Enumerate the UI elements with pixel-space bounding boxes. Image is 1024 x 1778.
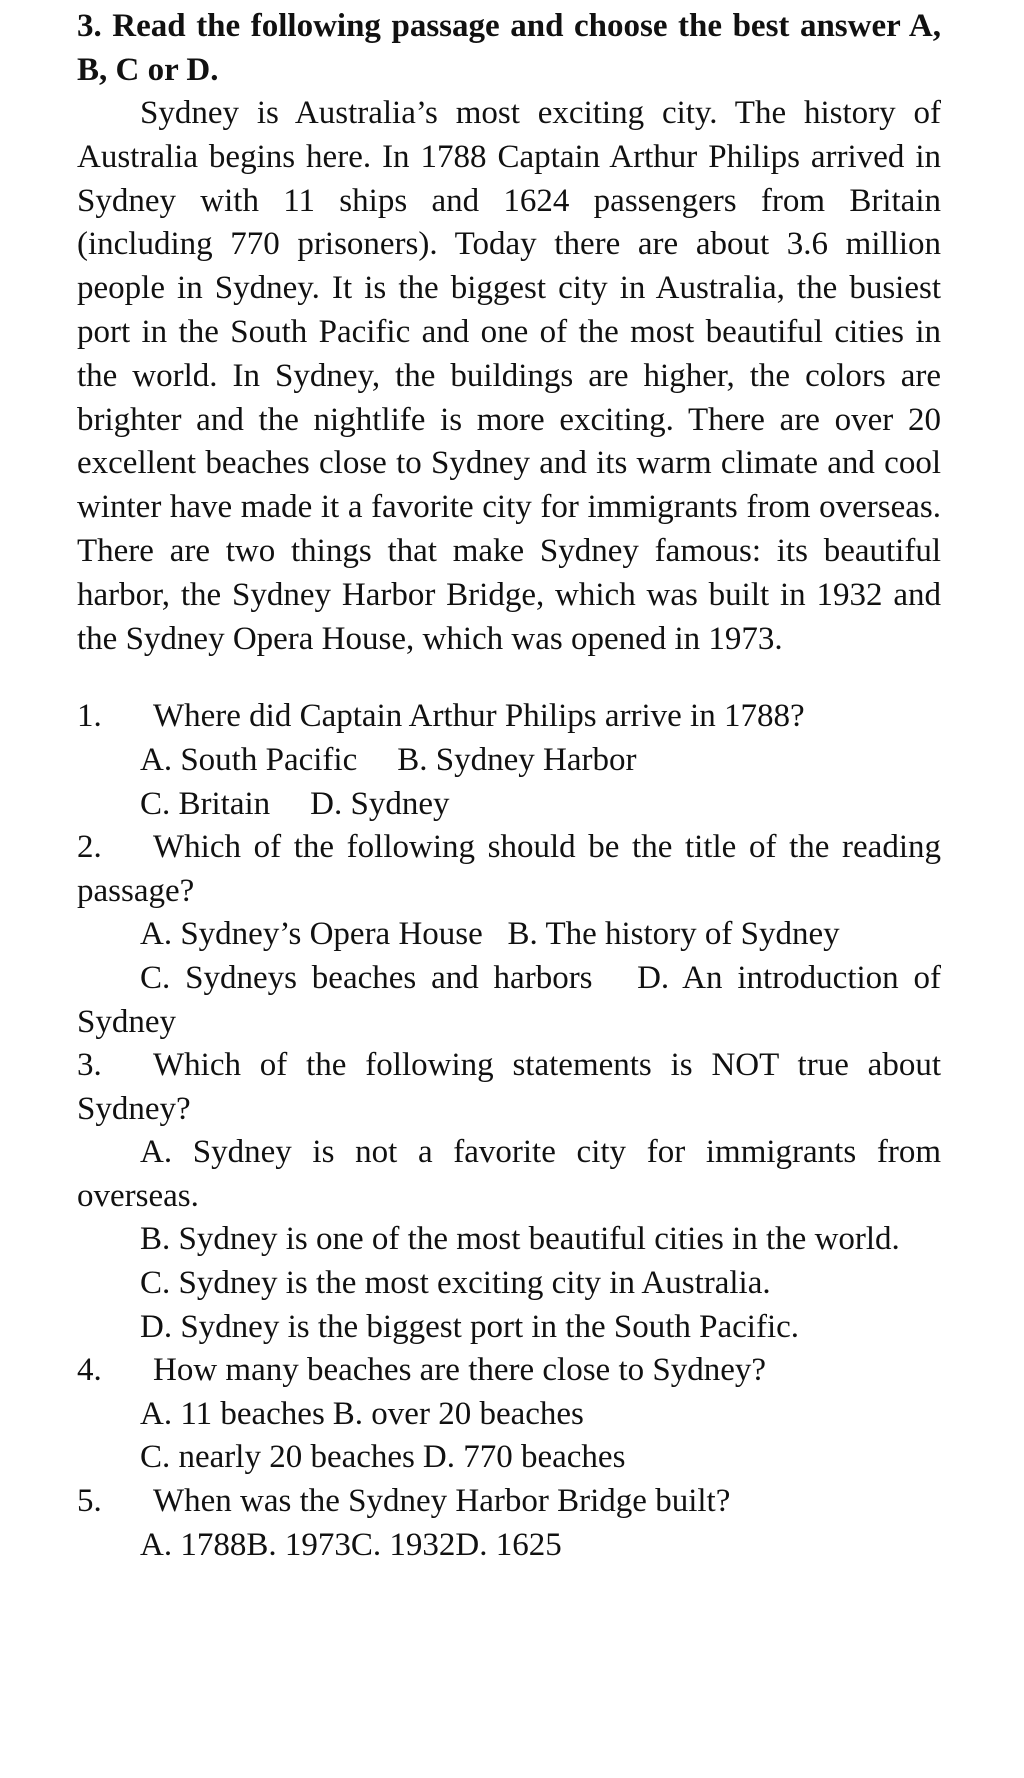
option-d[interactable]: D. 770 beaches [422,1439,626,1476]
option-a[interactable]: A. 11 beaches [140,1395,325,1432]
option-c[interactable]: C. Sydneys beaches and harbors [140,959,593,996]
reading-passage: Sydney is Australia’s most exciting city. The history of Australia begins here. In 1788 Captain Arthur Philips arrived in Sydney with 11 ships and 1624 passengers from Britain (including 770 prisoners). Today there are about 3.6 million people in Sydney. It is the biggest city in Australia, the busiest port in the South Pacific and one of the most beautiful cities in the world. In Sydney, the buildings are higher, the colors are brighter and the nightlife is more exciting. There are over 20 excellent beaches close to Sydney and its warm climate and cool winter have made it a favorite city for immigrants from overseas. There are two things that make Sydney famous: its beautiful harbor, the Sydney Harbor Bridge, which was built in 1932 and the Sydney Opera House, which was opened in 1973. [77,95,941,657]
question-number: 2. [77,829,102,866]
question-number: 5. [77,1483,102,1520]
question-5 [77,1480,941,1567]
option-c[interactable]: C. nearly 20 beaches [140,1439,415,1476]
option-c[interactable]: C. Britain [140,785,271,822]
option-c[interactable]: C. Sydney is the most exciting city in Australia. [140,1265,771,1302]
option-a[interactable]: A. South Pacific [140,741,358,778]
worksheet-page [77,4,941,1567]
question-stem: When was the Sydney Harbor Bridge built? [153,1483,731,1520]
question-4 [77,1349,941,1480]
option-d[interactable]: D. Sydney is the biggest port in the South Pacific. [140,1308,800,1345]
option-a[interactable]: A. Sydney is not a favorite city for immigrants from overseas. [77,1134,941,1214]
question-number: 3. [77,1047,102,1084]
option-b[interactable]: B. Sydney Harbor [397,741,637,778]
option-d[interactable]: D. Sydney [310,785,450,822]
option-b[interactable]: B. 1973 [246,1526,351,1563]
question-number: 4. [77,1352,102,1389]
question-list [77,695,941,1567]
question-number: 1. [77,698,102,735]
question-stem: How many beaches are there close to Sydney? [153,1352,767,1389]
question-stem: Where did Captain Arthur Philips arrive in 1788? [153,698,805,735]
option-b[interactable]: B. over 20 beaches [332,1395,584,1432]
option-c[interactable]: C. 1932 [350,1526,456,1563]
question-stem: Which of the following statements is NOT true about Sydney? [77,1047,941,1127]
exercise-heading: 3. Read the following passage and choose the best answer A, B, C or D. [77,8,941,88]
option-b[interactable]: B. The history of Sydney [507,916,840,953]
option-d[interactable]: D. An introduction of Sydney [77,959,941,1040]
question-stem: Which of the following should be the title of the reading passage? [77,829,941,909]
option-a[interactable]: A. 1788 [140,1526,247,1563]
option-a[interactable]: A. Sydney’s Opera House [140,916,483,953]
question-2 [77,826,941,1044]
option-d[interactable]: D. 1625 [455,1526,562,1563]
option-b[interactable]: B. Sydney is one of the most beautiful cities in the world. [140,1221,900,1258]
question-3 [77,1044,941,1349]
question-1 [77,695,941,826]
